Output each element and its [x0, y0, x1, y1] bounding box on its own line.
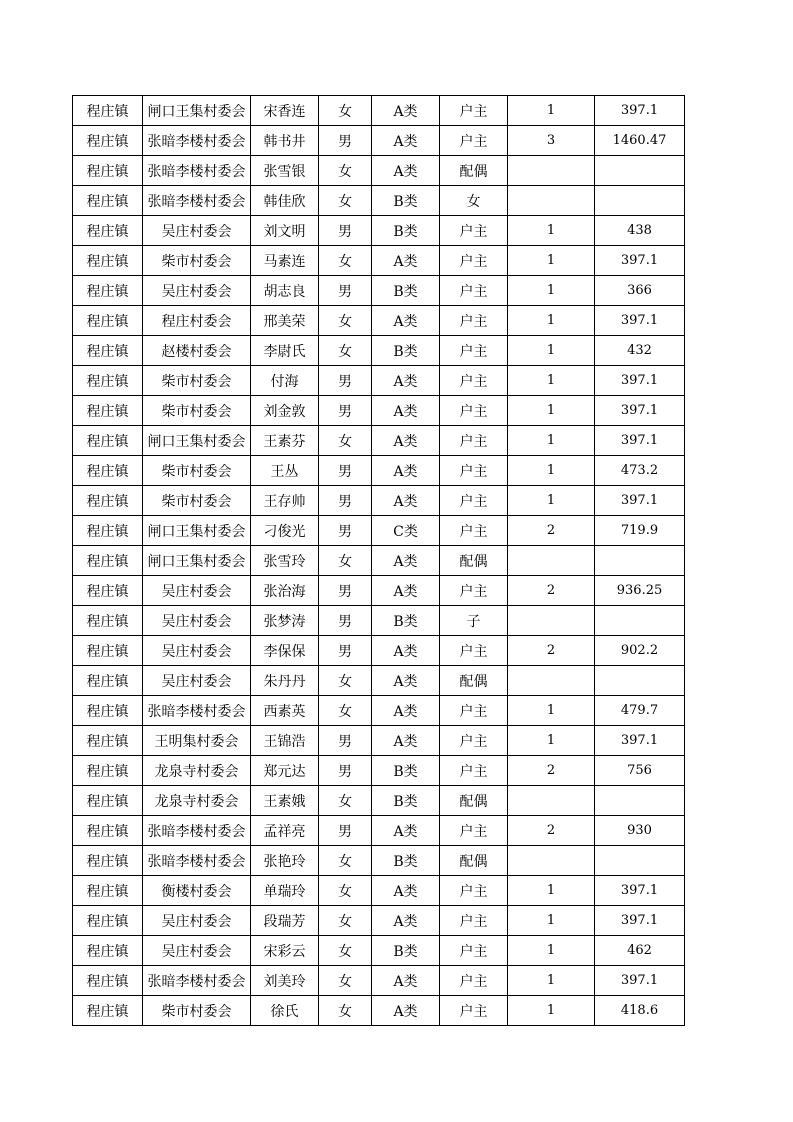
gender-cell: 男 [319, 276, 372, 306]
relation-cell: 子 [440, 606, 508, 636]
table-row [73, 846, 685, 876]
category-cell: B类 [372, 276, 440, 306]
table-row [73, 186, 685, 216]
relation-cell: 户主 [440, 96, 508, 126]
town-cell: 程庄镇 [73, 726, 143, 756]
relation-cell: 户主 [440, 696, 508, 726]
household-count-cell: 1 [508, 456, 595, 486]
relation-cell: 配偶 [440, 666, 508, 696]
category-cell: A类 [372, 906, 440, 936]
village-cell: 吴庄村委会 [143, 936, 251, 966]
category-cell: B类 [372, 606, 440, 636]
amount-cell: 397.1 [595, 246, 685, 276]
table-row [73, 276, 685, 306]
category-cell: B类 [372, 186, 440, 216]
village-cell: 闸口王集村委会 [143, 426, 251, 456]
gender-cell: 男 [319, 636, 372, 666]
village-cell: 柴市村委会 [143, 396, 251, 426]
gender-cell: 女 [319, 96, 372, 126]
household-count-cell: 1 [508, 366, 595, 396]
table-row [73, 696, 685, 726]
household-count-cell [508, 606, 595, 636]
relation-cell: 户主 [440, 726, 508, 756]
household-count-cell: 2 [508, 516, 595, 546]
category-cell: A类 [372, 696, 440, 726]
gender-cell: 女 [319, 966, 372, 996]
relation-cell: 配偶 [440, 786, 508, 816]
village-cell: 柴市村委会 [143, 456, 251, 486]
town-cell: 程庄镇 [73, 276, 143, 306]
town-cell: 程庄镇 [73, 126, 143, 156]
household-count-cell: 2 [508, 756, 595, 786]
amount-cell: 397.1 [595, 366, 685, 396]
category-cell: A类 [372, 156, 440, 186]
amount-cell: 936.25 [595, 576, 685, 606]
village-cell: 吴庄村委会 [143, 666, 251, 696]
town-cell: 程庄镇 [73, 186, 143, 216]
village-cell: 闸口王集村委会 [143, 546, 251, 576]
table-row [73, 876, 685, 906]
table-row [73, 426, 685, 456]
gender-cell: 女 [319, 906, 372, 936]
table-row [73, 96, 685, 126]
name-cell: 李尉氏 [251, 336, 319, 366]
table-row [73, 516, 685, 546]
relation-cell: 户主 [440, 966, 508, 996]
relation-cell: 户主 [440, 876, 508, 906]
town-cell: 程庄镇 [73, 546, 143, 576]
amount-cell: 366 [595, 276, 685, 306]
household-count-cell: 1 [508, 396, 595, 426]
category-cell: A类 [372, 486, 440, 516]
household-count-cell [508, 846, 595, 876]
town-cell: 程庄镇 [73, 96, 143, 126]
name-cell: 张雪玲 [251, 546, 319, 576]
amount-cell: 397.1 [595, 966, 685, 996]
table-row [73, 246, 685, 276]
household-count-cell: 1 [508, 276, 595, 306]
amount-cell: 397.1 [595, 426, 685, 456]
category-cell: B类 [372, 216, 440, 246]
table-row [73, 726, 685, 756]
category-cell: B类 [372, 846, 440, 876]
name-cell: 韩佳欣 [251, 186, 319, 216]
household-count-cell: 1 [508, 696, 595, 726]
town-cell: 程庄镇 [73, 246, 143, 276]
amount-cell: 432 [595, 336, 685, 366]
table-row [73, 816, 685, 846]
amount-cell: 479.7 [595, 696, 685, 726]
village-cell: 闸口王集村委会 [143, 96, 251, 126]
relation-cell: 配偶 [440, 546, 508, 576]
category-cell: A类 [372, 726, 440, 756]
name-cell: 韩书井 [251, 126, 319, 156]
household-count-cell: 2 [508, 636, 595, 666]
amount-cell [595, 666, 685, 696]
name-cell: 邢美荣 [251, 306, 319, 336]
category-cell: A类 [372, 996, 440, 1026]
relation-cell: 户主 [440, 936, 508, 966]
town-cell: 程庄镇 [73, 966, 143, 996]
village-cell: 吴庄村委会 [143, 906, 251, 936]
table-row [73, 156, 685, 186]
relation-cell: 户主 [440, 996, 508, 1026]
table-row [73, 636, 685, 666]
table-row [73, 666, 685, 696]
name-cell: 段瑞芳 [251, 906, 319, 936]
table-row [73, 966, 685, 996]
relation-cell: 户主 [440, 396, 508, 426]
village-cell: 吴庄村委会 [143, 216, 251, 246]
gender-cell: 女 [319, 306, 372, 336]
name-cell: 宋香连 [251, 96, 319, 126]
table-row [73, 756, 685, 786]
table-row [73, 366, 685, 396]
category-cell: A类 [372, 126, 440, 156]
name-cell: 王素娥 [251, 786, 319, 816]
category-cell: A类 [372, 456, 440, 486]
town-cell: 程庄镇 [73, 696, 143, 726]
name-cell: 刁俊光 [251, 516, 319, 546]
gender-cell: 女 [319, 876, 372, 906]
name-cell: 郑元达 [251, 756, 319, 786]
gender-cell: 男 [319, 216, 372, 246]
town-cell: 程庄镇 [73, 666, 143, 696]
table-row [73, 126, 685, 156]
table-body [73, 96, 685, 1026]
gender-cell: 女 [319, 186, 372, 216]
category-cell: A类 [372, 876, 440, 906]
gender-cell: 男 [319, 456, 372, 486]
relation-cell: 户主 [440, 246, 508, 276]
village-cell: 程庄村委会 [143, 306, 251, 336]
name-cell: 李保保 [251, 636, 319, 666]
amount-cell: 930 [595, 816, 685, 846]
name-cell: 刘文明 [251, 216, 319, 246]
amount-cell [595, 606, 685, 636]
gender-cell: 女 [319, 696, 372, 726]
household-count-cell: 1 [508, 936, 595, 966]
gender-cell: 男 [319, 516, 372, 546]
relation-cell: 户主 [440, 576, 508, 606]
town-cell: 程庄镇 [73, 876, 143, 906]
table-row [73, 456, 685, 486]
category-cell: B类 [372, 786, 440, 816]
relation-cell: 户主 [440, 486, 508, 516]
relation-cell: 户主 [440, 906, 508, 936]
table-row [73, 396, 685, 426]
category-cell: A类 [372, 966, 440, 996]
gender-cell: 女 [319, 936, 372, 966]
table-row [73, 336, 685, 366]
amount-cell: 418.6 [595, 996, 685, 1026]
household-count-cell: 1 [508, 96, 595, 126]
relation-cell: 户主 [440, 756, 508, 786]
household-count-cell [508, 186, 595, 216]
category-cell: A类 [372, 636, 440, 666]
relation-cell: 户主 [440, 276, 508, 306]
village-cell: 张暗李楼村委会 [143, 816, 251, 846]
amount-cell: 462 [595, 936, 685, 966]
category-cell: A类 [372, 96, 440, 126]
relation-cell: 配偶 [440, 156, 508, 186]
name-cell: 刘金敦 [251, 396, 319, 426]
household-count-cell: 1 [508, 306, 595, 336]
relation-cell: 户主 [440, 516, 508, 546]
relation-cell: 户主 [440, 456, 508, 486]
gender-cell: 男 [319, 126, 372, 156]
gender-cell: 女 [319, 996, 372, 1026]
amount-cell: 756 [595, 756, 685, 786]
household-count-cell: 1 [508, 966, 595, 996]
household-count-cell [508, 156, 595, 186]
gender-cell: 男 [319, 726, 372, 756]
gender-cell: 女 [319, 546, 372, 576]
relation-cell: 户主 [440, 636, 508, 666]
name-cell: 宋彩云 [251, 936, 319, 966]
category-cell: B类 [372, 756, 440, 786]
name-cell: 王存帅 [251, 486, 319, 516]
table-row [73, 546, 685, 576]
amount-cell [595, 786, 685, 816]
gender-cell: 男 [319, 366, 372, 396]
gender-cell: 女 [319, 846, 372, 876]
town-cell: 程庄镇 [73, 786, 143, 816]
amount-cell [595, 846, 685, 876]
village-cell: 张暗李楼村委会 [143, 696, 251, 726]
household-count-cell: 1 [508, 726, 595, 756]
household-count-cell: 1 [508, 906, 595, 936]
household-count-cell: 1 [508, 996, 595, 1026]
amount-cell: 719.9 [595, 516, 685, 546]
category-cell: A类 [372, 816, 440, 846]
category-cell: A类 [372, 546, 440, 576]
name-cell: 王锦浩 [251, 726, 319, 756]
village-cell: 张暗李楼村委会 [143, 126, 251, 156]
relation-cell: 户主 [440, 336, 508, 366]
gender-cell: 女 [319, 426, 372, 456]
village-cell: 吴庄村委会 [143, 276, 251, 306]
household-count-cell: 1 [508, 246, 595, 276]
table-row [73, 486, 685, 516]
village-cell: 赵楼村委会 [143, 336, 251, 366]
amount-cell: 397.1 [595, 726, 685, 756]
name-cell: 张梦涛 [251, 606, 319, 636]
name-cell: 张艳玲 [251, 846, 319, 876]
household-count-cell: 1 [508, 336, 595, 366]
name-cell: 单瑞玲 [251, 876, 319, 906]
household-count-cell [508, 666, 595, 696]
table-row [73, 306, 685, 336]
amount-cell: 397.1 [595, 396, 685, 426]
village-cell: 柴市村委会 [143, 486, 251, 516]
table-row [73, 936, 685, 966]
relation-cell: 女 [440, 186, 508, 216]
name-cell: 徐氏 [251, 996, 319, 1026]
town-cell: 程庄镇 [73, 606, 143, 636]
household-count-cell: 3 [508, 126, 595, 156]
name-cell: 张治海 [251, 576, 319, 606]
gender-cell: 女 [319, 246, 372, 276]
table-row [73, 786, 685, 816]
name-cell: 马素连 [251, 246, 319, 276]
name-cell: 张雪银 [251, 156, 319, 186]
household-count-cell [508, 786, 595, 816]
town-cell: 程庄镇 [73, 456, 143, 486]
town-cell: 程庄镇 [73, 636, 143, 666]
relation-cell: 户主 [440, 426, 508, 456]
town-cell: 程庄镇 [73, 396, 143, 426]
village-cell: 张暗李楼村委会 [143, 846, 251, 876]
village-cell: 吴庄村委会 [143, 636, 251, 666]
relation-cell: 户主 [440, 816, 508, 846]
gender-cell: 男 [319, 396, 372, 426]
village-cell: 王明集村委会 [143, 726, 251, 756]
amount-cell [595, 156, 685, 186]
name-cell: 西素英 [251, 696, 319, 726]
gender-cell: 女 [319, 666, 372, 696]
amount-cell [595, 546, 685, 576]
town-cell: 程庄镇 [73, 516, 143, 546]
household-count-cell: 1 [508, 426, 595, 456]
table-row [73, 996, 685, 1026]
relation-cell: 户主 [440, 216, 508, 246]
town-cell: 程庄镇 [73, 996, 143, 1026]
household-count-cell: 1 [508, 486, 595, 516]
amount-cell [595, 186, 685, 216]
amount-cell: 397.1 [595, 876, 685, 906]
category-cell: C类 [372, 516, 440, 546]
name-cell: 王素芬 [251, 426, 319, 456]
village-cell: 龙泉寺村委会 [143, 756, 251, 786]
relation-cell: 户主 [440, 126, 508, 156]
household-count-cell: 1 [508, 216, 595, 246]
gender-cell: 男 [319, 756, 372, 786]
amount-cell: 397.1 [595, 486, 685, 516]
town-cell: 程庄镇 [73, 576, 143, 606]
village-cell: 张暗李楼村委会 [143, 186, 251, 216]
table-row [73, 216, 685, 246]
gender-cell: 女 [319, 156, 372, 186]
town-cell: 程庄镇 [73, 306, 143, 336]
town-cell: 程庄镇 [73, 756, 143, 786]
village-cell: 柴市村委会 [143, 366, 251, 396]
table-row [73, 576, 685, 606]
category-cell: A类 [372, 306, 440, 336]
amount-cell: 397.1 [595, 906, 685, 936]
village-cell: 龙泉寺村委会 [143, 786, 251, 816]
gender-cell: 男 [319, 486, 372, 516]
town-cell: 程庄镇 [73, 336, 143, 366]
town-cell: 程庄镇 [73, 906, 143, 936]
town-cell: 程庄镇 [73, 816, 143, 846]
amount-cell: 438 [595, 216, 685, 246]
data-table [72, 95, 685, 1026]
amount-cell: 397.1 [595, 96, 685, 126]
name-cell: 朱丹丹 [251, 666, 319, 696]
gender-cell: 女 [319, 336, 372, 366]
amount-cell: 902.2 [595, 636, 685, 666]
town-cell: 程庄镇 [73, 426, 143, 456]
amount-cell: 397.1 [595, 306, 685, 336]
amount-cell: 1460.47 [595, 126, 685, 156]
household-count-cell [508, 546, 595, 576]
table-row [73, 606, 685, 636]
village-cell: 吴庄村委会 [143, 606, 251, 636]
town-cell: 程庄镇 [73, 936, 143, 966]
village-cell: 张暗李楼村委会 [143, 156, 251, 186]
town-cell: 程庄镇 [73, 216, 143, 246]
name-cell: 付海 [251, 366, 319, 396]
category-cell: A类 [372, 576, 440, 606]
category-cell: A类 [372, 426, 440, 456]
gender-cell: 男 [319, 576, 372, 606]
town-cell: 程庄镇 [73, 486, 143, 516]
category-cell: A类 [372, 366, 440, 396]
household-count-cell: 1 [508, 876, 595, 906]
category-cell: A类 [372, 246, 440, 276]
category-cell: A类 [372, 666, 440, 696]
name-cell: 王丛 [251, 456, 319, 486]
village-cell: 吴庄村委会 [143, 576, 251, 606]
household-count-cell: 2 [508, 576, 595, 606]
village-cell: 柴市村委会 [143, 246, 251, 276]
village-cell: 柴市村委会 [143, 996, 251, 1026]
relation-cell: 配偶 [440, 846, 508, 876]
town-cell: 程庄镇 [73, 846, 143, 876]
relation-cell: 户主 [440, 306, 508, 336]
gender-cell: 男 [319, 606, 372, 636]
amount-cell: 473.2 [595, 456, 685, 486]
gender-cell: 女 [319, 786, 372, 816]
name-cell: 孟祥亮 [251, 816, 319, 846]
village-cell: 衡楼村委会 [143, 876, 251, 906]
household-count-cell: 2 [508, 816, 595, 846]
gender-cell: 男 [319, 816, 372, 846]
category-cell: A类 [372, 396, 440, 426]
name-cell: 胡志良 [251, 276, 319, 306]
name-cell: 刘美玲 [251, 966, 319, 996]
town-cell: 程庄镇 [73, 366, 143, 396]
category-cell: B类 [372, 936, 440, 966]
village-cell: 张暗李楼村委会 [143, 966, 251, 996]
town-cell: 程庄镇 [73, 156, 143, 186]
relation-cell: 户主 [440, 366, 508, 396]
category-cell: B类 [372, 336, 440, 366]
table-row [73, 906, 685, 936]
village-cell: 闸口王集村委会 [143, 516, 251, 546]
